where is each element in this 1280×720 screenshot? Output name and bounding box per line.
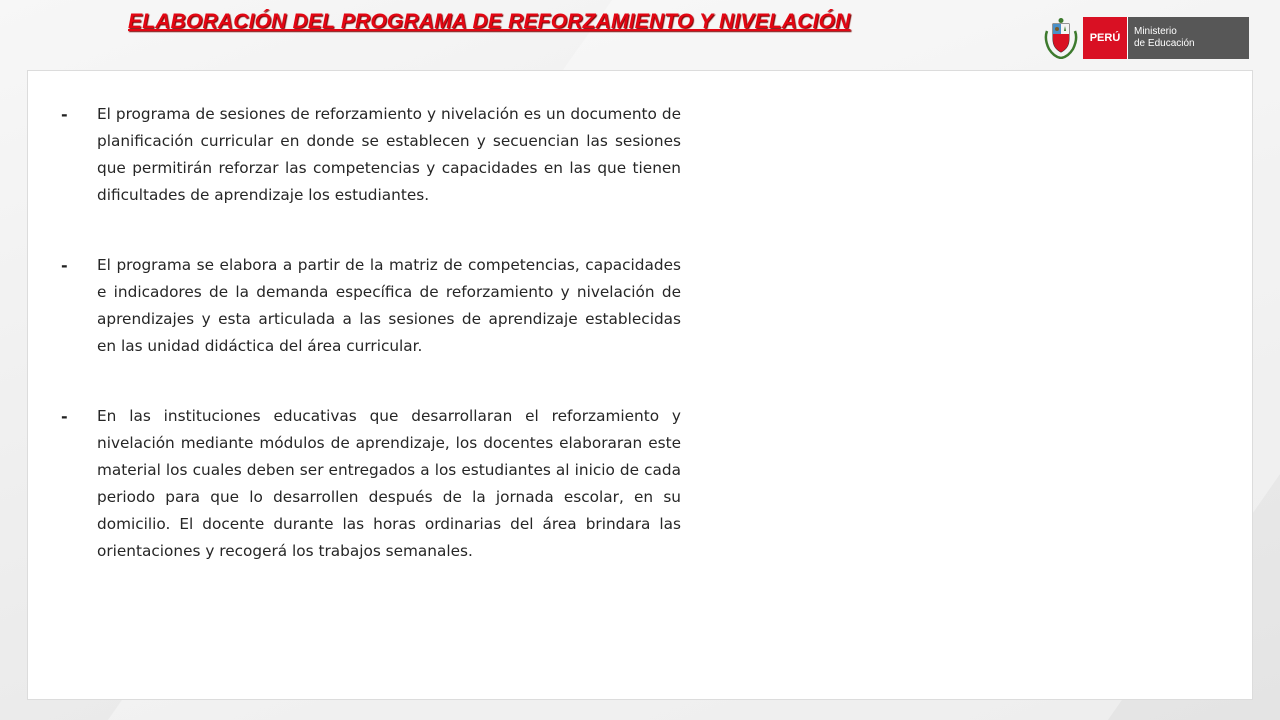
ministry-label <box>1127 17 1249 59</box>
content-panel <box>27 70 1253 700</box>
coat-of-arms-icon <box>1044 17 1078 59</box>
list-item <box>61 252 681 360</box>
bullet-dash: - <box>61 105 68 124</box>
slide-title: ELABORACIÓN DEL PROGRAMA DE REFORZAMIENTO Y NIVELACIÓN <box>128 10 851 33</box>
list-item <box>61 101 681 209</box>
list-item <box>61 403 681 565</box>
ministry-line2: de Educación <box>1134 38 1195 49</box>
bullet-dash: - <box>61 407 68 426</box>
bullet-list <box>61 101 681 608</box>
bullet-text: El programa se elabora a partir de la matriz de competencias, capacidades e indicadores de la demanda específica de reforzamiento y nivelación de aprendizajes y esta articulada a las sesiones de aprendizaje establecidas en las unidad didáctica del área curricular. <box>97 256 681 355</box>
bullet-text: En las instituciones educativas que desarrollaran el reforzamiento y nivelación mediante módulos de aprendizaje, los docentes elaboraran este material los cuales deben ser entregados a los estudiantes al inicio de cada periodo para que lo desarrollen después de la jornada escolar, en su domicilio. El docente durante las horas ordinarias del área brindara las orientaciones y recogerá los trabajos semanales. <box>97 407 681 560</box>
bullet-dash: - <box>61 256 68 275</box>
minedu-logo <box>1044 17 1249 59</box>
ministry-line1: Ministerio <box>1134 26 1177 37</box>
peru-label: PERÚ <box>1083 17 1127 59</box>
bullet-text: El programa de sesiones de reforzamiento y nivelación es un documento de planificación curricular en donde se establecen y secuencian las sesiones que permitirán reforzar las competencias y capacidades en las que tienen dificultades de aprendizaje los estudiantes. <box>97 105 681 204</box>
